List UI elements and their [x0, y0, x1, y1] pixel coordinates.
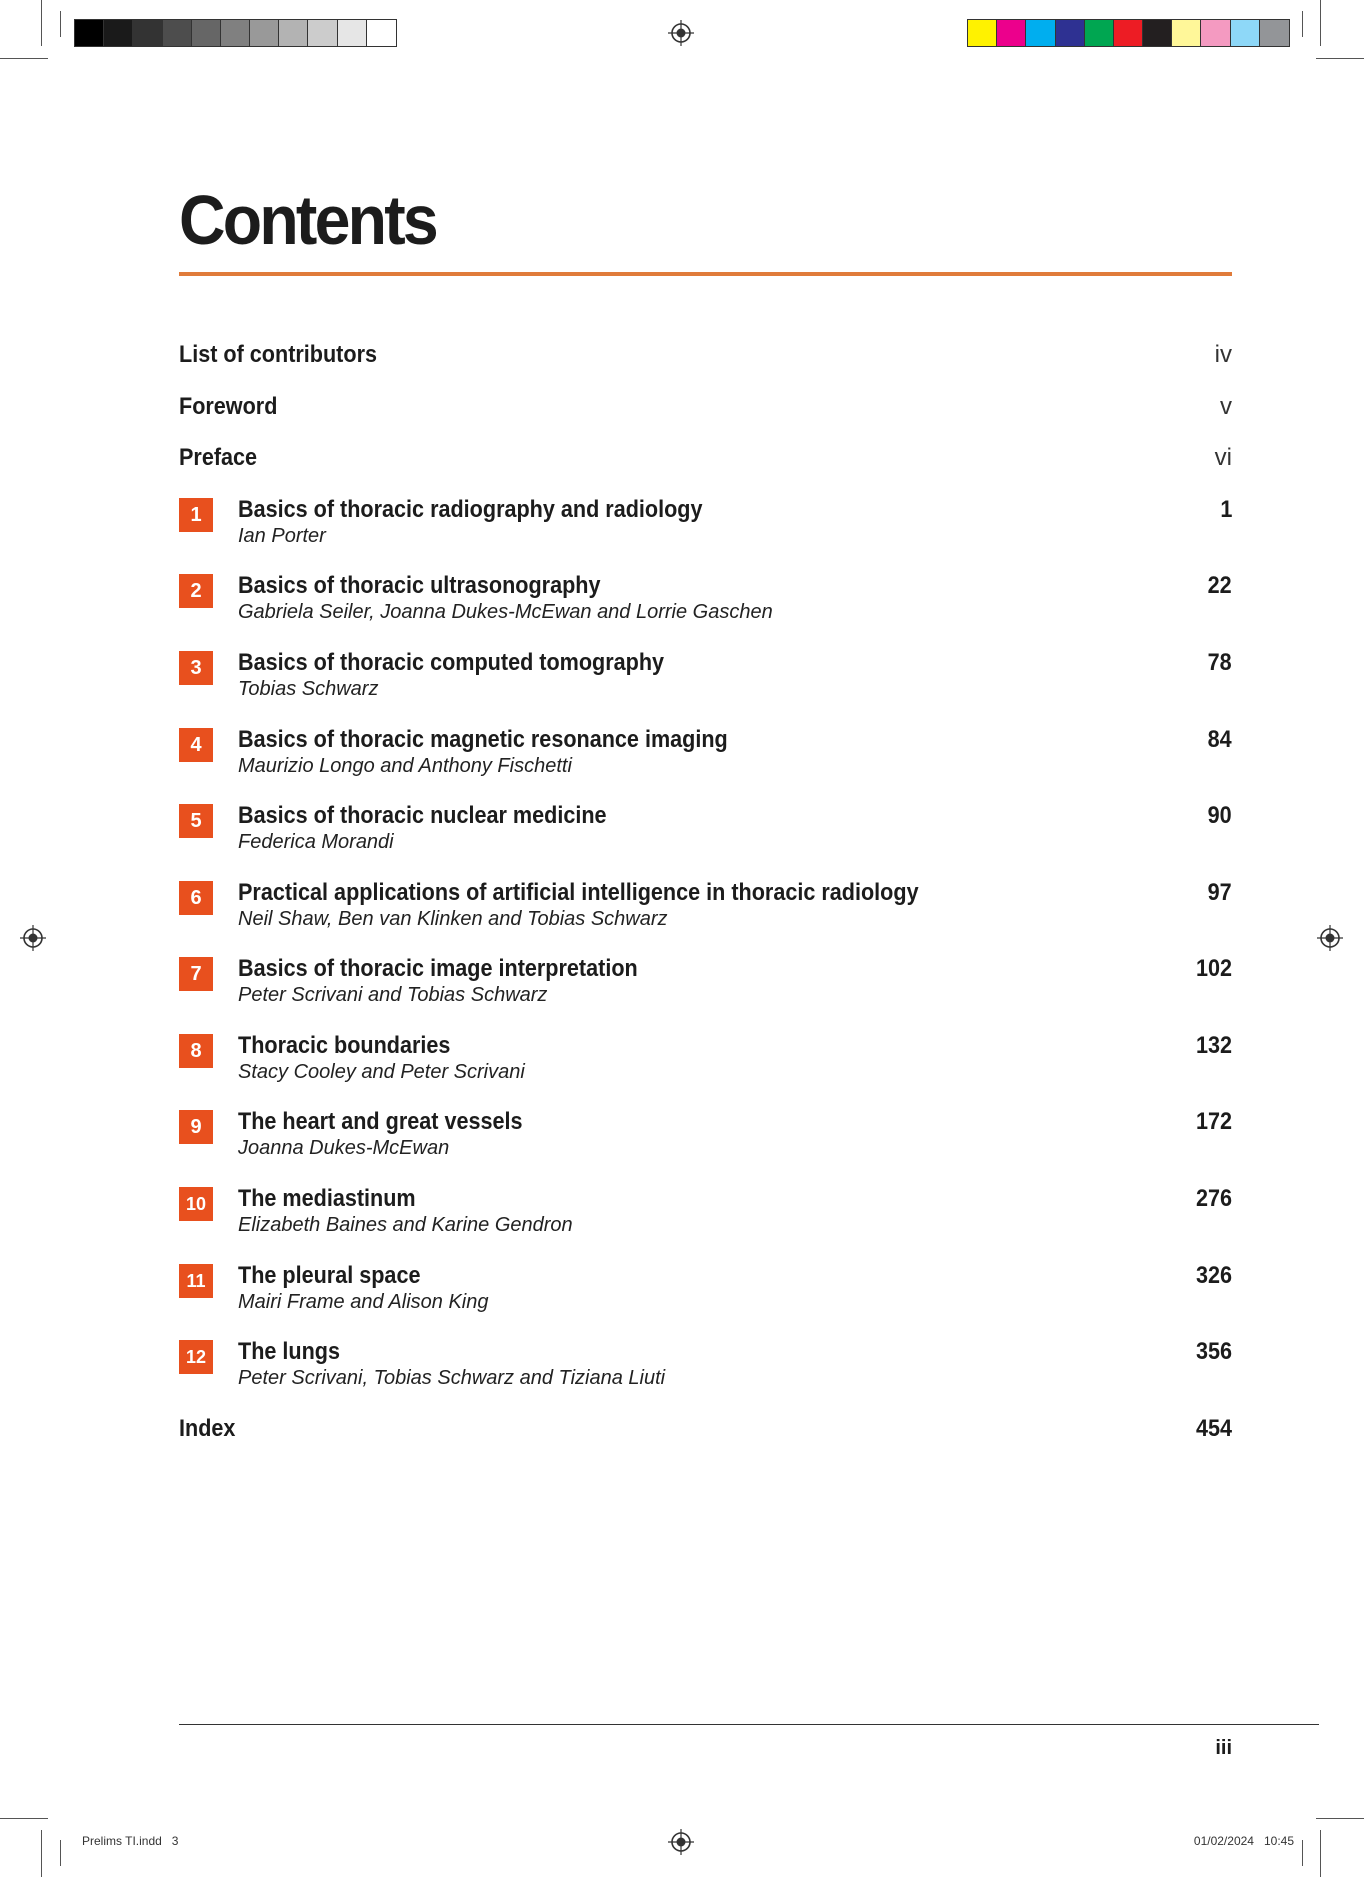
- grey-swatch: [133, 20, 162, 46]
- chapter-number-badge: 1: [179, 498, 213, 532]
- color-swatch: [1260, 20, 1289, 46]
- chapter-authors: Mairi Frame and Alison King: [238, 1291, 489, 1313]
- color-swatch: [1085, 20, 1114, 46]
- toc-entry-front-matter[interactable]: [179, 444, 1232, 474]
- grey-swatch: [308, 20, 337, 46]
- color-swatch: [1172, 20, 1201, 46]
- chapter-title: The mediastinum: [238, 1185, 416, 1212]
- chapter-title: Basics of thoracic image interpretation: [238, 955, 638, 982]
- title-rule: [179, 272, 1232, 276]
- toc-entry-chapter[interactable]: [179, 802, 1232, 858]
- toc-entry-chapter[interactable]: [179, 1108, 1232, 1164]
- toc-entry-chapter[interactable]: [179, 879, 1232, 935]
- chapter-page: 90: [1207, 802, 1232, 829]
- grey-swatch: [338, 20, 367, 46]
- chapter-authors: Federica Morandi: [238, 831, 394, 853]
- entry-page: vi: [1214, 444, 1232, 471]
- grey-swatch: [250, 20, 279, 46]
- color-swatch: [1143, 20, 1172, 46]
- grey-swatch: [104, 20, 133, 46]
- grey-swatch: [367, 20, 396, 46]
- chapter-number-badge: 3: [179, 651, 213, 685]
- chapter-title: The heart and great vessels: [238, 1108, 523, 1135]
- color-swatch: [1026, 20, 1055, 46]
- chapter-authors: Ian Porter: [238, 525, 326, 547]
- chapter-title: The pleural space: [238, 1262, 421, 1289]
- toc-entry-chapter[interactable]: [179, 1338, 1232, 1394]
- chapter-number-badge: 10: [179, 1187, 213, 1221]
- toc-entry-chapter[interactable]: [179, 1185, 1232, 1241]
- chapter-page: 326: [1195, 1262, 1232, 1289]
- color-swatch: [1114, 20, 1143, 46]
- chapter-authors: Gabriela Seiler, Joanna Dukes-McEwan and Lorrie Gaschen: [238, 601, 773, 623]
- process-color-bar: [967, 19, 1290, 47]
- chapter-authors: Maurizio Longo and Anthony Fischetti: [238, 755, 572, 777]
- chapter-page: 1: [1219, 496, 1232, 523]
- grey-swatch: [192, 20, 221, 46]
- chapter-authors: Tobias Schwarz: [238, 678, 379, 700]
- chapter-title: Thoracic boundaries: [238, 1032, 451, 1059]
- chapter-page: 102: [1195, 955, 1232, 982]
- color-swatch: [1056, 20, 1085, 46]
- chapter-title: Basics of thoracic ultrasonography: [238, 572, 601, 599]
- grey-swatch: [279, 20, 308, 46]
- slug-timestamp: 01/02/2024 10:45: [1193, 1834, 1294, 1848]
- chapter-number-badge: 4: [179, 728, 213, 762]
- chapter-authors: Joanna Dukes-McEwan: [238, 1137, 450, 1159]
- chapter-number-badge: 6: [179, 881, 213, 915]
- toc-entry-chapter[interactable]: [179, 726, 1232, 782]
- grey-swatch: [221, 20, 250, 46]
- chapter-number-badge: 12: [179, 1340, 213, 1374]
- entry-page: 454: [1195, 1415, 1232, 1442]
- chapter-authors: Stacy Cooley and Peter Scrivani: [238, 1061, 525, 1083]
- registration-mark-icon: [668, 1829, 694, 1855]
- chapter-page: 276: [1195, 1185, 1232, 1212]
- entry-page: v: [1220, 393, 1232, 420]
- page-folio: iii: [1215, 1737, 1232, 1759]
- chapter-page: 132: [1195, 1032, 1232, 1059]
- entry-label: Index: [179, 1415, 236, 1442]
- chapter-authors: Peter Scrivani and Tobias Schwarz: [238, 984, 548, 1006]
- chapter-page: 97: [1207, 879, 1232, 906]
- grey-color-bar: [74, 19, 397, 47]
- chapter-number-badge: 8: [179, 1034, 213, 1068]
- chapter-page: 356: [1195, 1338, 1232, 1365]
- toc-entry-front-matter[interactable]: [179, 393, 1232, 423]
- toc-entry-chapter[interactable]: [179, 496, 1232, 552]
- entry-label: Foreword: [179, 393, 278, 420]
- chapter-number-badge: 5: [179, 804, 213, 838]
- entry-label: List of contributors: [179, 341, 377, 368]
- chapter-title: The lungs: [238, 1338, 341, 1365]
- color-swatch: [997, 20, 1026, 46]
- toc-entry-chapter[interactable]: [179, 955, 1232, 1011]
- chapter-page: 172: [1195, 1108, 1232, 1135]
- entry-label: Preface: [179, 444, 258, 471]
- chapter-authors: Neil Shaw, Ben van Klinken and Tobias Schwarz: [238, 908, 668, 930]
- entry-page: iv: [1214, 341, 1232, 368]
- color-swatch: [1201, 20, 1230, 46]
- toc-entry-chapter[interactable]: [179, 649, 1232, 705]
- chapter-authors: Elizabeth Baines and Karine Gendron: [238, 1214, 573, 1236]
- chapter-number-badge: 11: [179, 1264, 213, 1298]
- chapter-title: Basics of thoracic radiography and radiology: [238, 496, 703, 523]
- grey-swatch: [163, 20, 192, 46]
- chapter-number-badge: 2: [179, 574, 213, 608]
- registration-mark-icon: [668, 20, 694, 46]
- chapter-title: Basics of thoracic magnetic resonance imaging: [238, 726, 728, 753]
- chapter-page: 22: [1207, 572, 1232, 599]
- chapter-number-badge: 9: [179, 1110, 213, 1144]
- toc-entry-chapter[interactable]: [179, 1262, 1232, 1318]
- grey-swatch: [75, 20, 104, 46]
- chapter-title: Practical applications of artificial intelligence in thoracic radiology: [238, 879, 919, 906]
- chapter-number-badge: 7: [179, 957, 213, 991]
- registration-mark-icon: [20, 925, 46, 951]
- toc-entry-chapter[interactable]: [179, 572, 1232, 628]
- chapter-title: Basics of thoracic computed tomography: [238, 649, 665, 676]
- toc-entry-front-matter[interactable]: [179, 341, 1232, 371]
- chapter-title: Basics of thoracic nuclear medicine: [238, 802, 607, 829]
- page-title: Contents: [179, 181, 436, 259]
- color-swatch: [968, 20, 997, 46]
- chapter-authors: Peter Scrivani, Tobias Schwarz and Tiziana Liuti: [238, 1367, 666, 1389]
- registration-mark-icon: [1317, 925, 1343, 951]
- toc-entry-index[interactable]: [179, 1415, 1232, 1445]
- color-swatch: [1231, 20, 1260, 46]
- slug-filename: Prelims TI.indd 3: [82, 1834, 179, 1848]
- chapter-page: 78: [1207, 649, 1232, 676]
- chapter-page: 84: [1207, 726, 1232, 753]
- toc-entry-chapter[interactable]: [179, 1032, 1232, 1088]
- footer-rule: [179, 1724, 1319, 1725]
